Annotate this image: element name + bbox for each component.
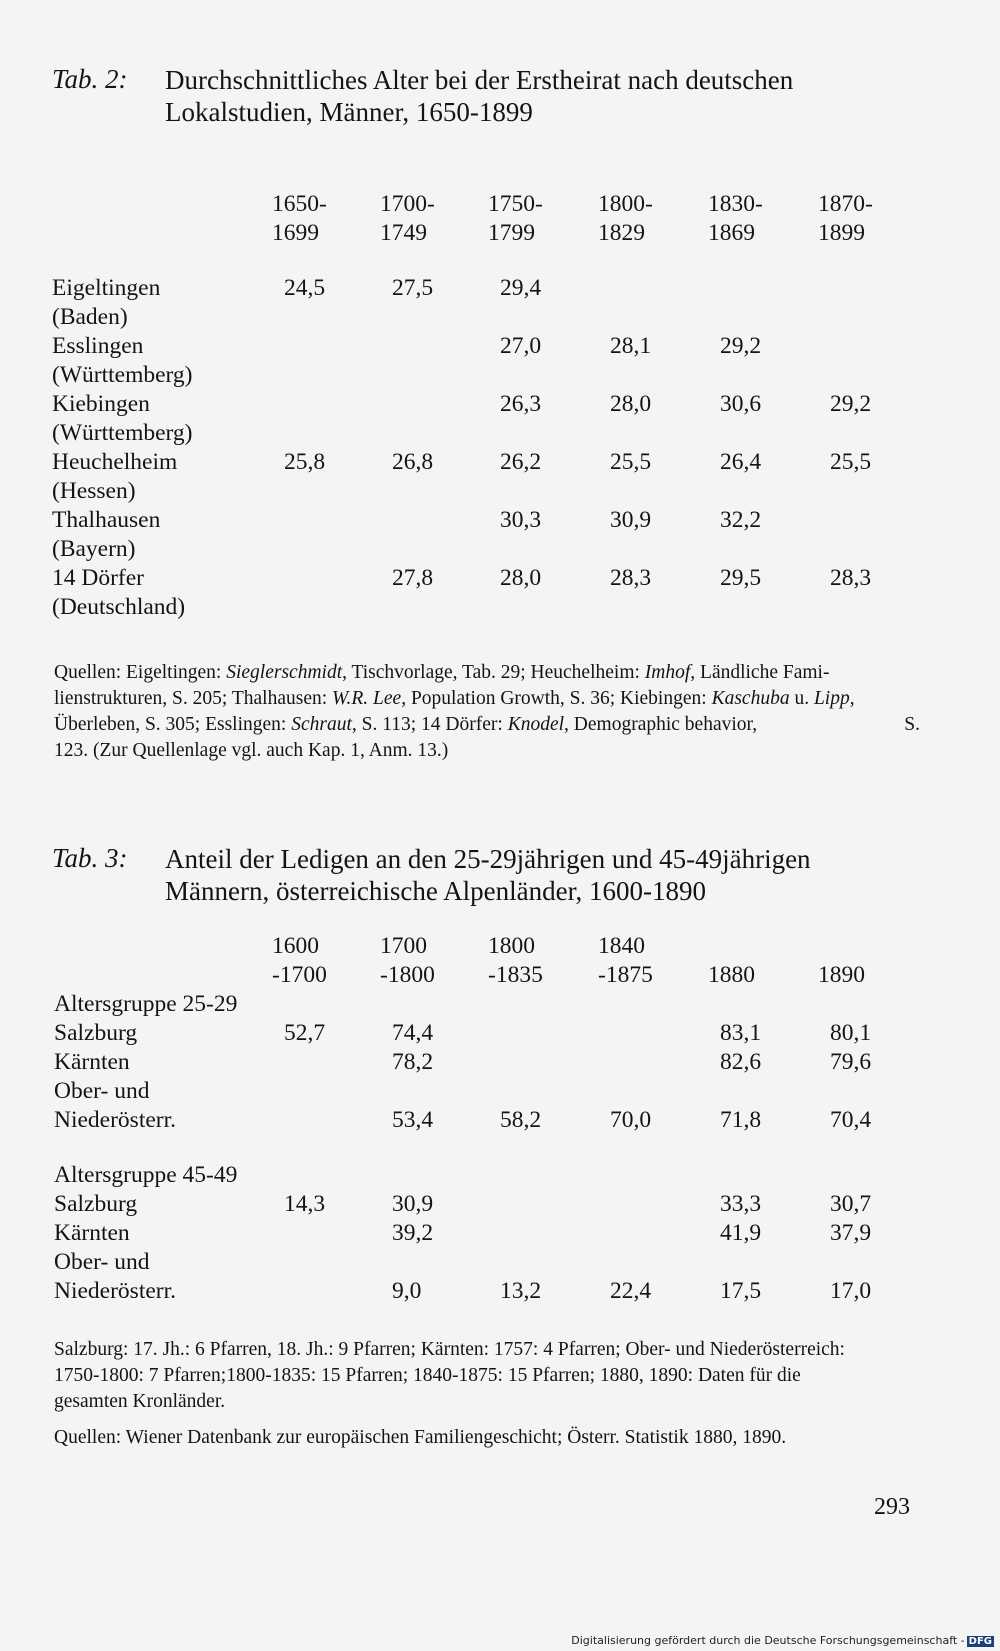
- table2-header-row: [52, 190, 928, 248]
- data-cell: [272, 332, 380, 390]
- group-title-row: [54, 990, 928, 1019]
- data-cell: 33,3: [720, 1191, 762, 1217]
- table3-sources: Quellen: Wiener Datenbank zur europäischen Familiengeschicht; Österr. Statistik 1880, 1890.: [54, 1427, 787, 1448]
- group-title-row: [54, 1161, 928, 1190]
- data-cell: 26,4: [720, 449, 762, 475]
- data-cell: 29,2: [720, 333, 762, 359]
- data-cell: 79,6: [830, 1049, 872, 1075]
- group-title: Altersgruppe 45-49: [54, 1162, 238, 1188]
- data-cell: [818, 274, 928, 332]
- table2-sources-line2: lienstrukturen, S. 205; Thalhausen: W.R. Lee, Population Growth, S. 36; Kiebingen: Kaschuba u. Lipp,: [54, 688, 855, 709]
- data-cell: 83,1: [720, 1020, 762, 1046]
- footer-text: Digitalisierung gefördert durch die Deutsche Forschungsgemeinschaft -: [571, 1634, 965, 1647]
- table2-sources-line3: Überleben, S. 305; Esslingen: Schraut, S. 113; 14 Dörfer: Knodel, Demographic behavior, S.: [54, 714, 920, 735]
- data-cell: 25,8: [284, 449, 326, 475]
- table2-title-line1: Durchschnittliches Alter bei der Erstheirat nach deutschen: [165, 65, 794, 95]
- data-cell: 29,5: [720, 565, 762, 591]
- data-cell: 37,9: [830, 1220, 872, 1246]
- data-cell: [598, 274, 708, 332]
- table-row: [52, 274, 928, 332]
- row-label: Ober- und Niederösterr.: [54, 1249, 177, 1304]
- table-row: [54, 1190, 928, 1219]
- data-cell: [598, 1048, 708, 1077]
- table2-title: [165, 64, 793, 128]
- data-cell: 26,8: [392, 449, 434, 475]
- row-label: Ober- und Niederösterr.: [54, 1078, 177, 1133]
- table3-note: [54, 1337, 920, 1415]
- data-cell: 71,8: [720, 1107, 762, 1133]
- data-cell: 14,3: [284, 1191, 326, 1217]
- row-label: 14 Dörfer (Deutschland): [52, 565, 186, 620]
- data-cell: 58,2: [500, 1107, 542, 1133]
- digitization-footer: [571, 1634, 994, 1647]
- table3-header-cell: 1700 -1800: [380, 933, 435, 988]
- table3-header-cell: 1890: [818, 962, 865, 988]
- data-cell: [598, 1190, 708, 1219]
- row-label: Heuchelheim (Hessen): [52, 449, 178, 504]
- table3-header-cell: 1800 -1835: [488, 933, 543, 988]
- data-cell: 30,9: [392, 1191, 434, 1217]
- data-cell: 70,0: [610, 1107, 652, 1133]
- data-cell: [488, 1048, 598, 1077]
- data-cell: [272, 1077, 380, 1135]
- data-cell: 41,9: [720, 1220, 762, 1246]
- table-row: [54, 1048, 928, 1077]
- table3-title-line1: Anteil der Ledigen an den 25-29jährigen und 45-49jährigen: [165, 844, 811, 874]
- data-cell: [818, 332, 928, 390]
- data-cell: [380, 332, 488, 390]
- row-label: Salzburg: [54, 1191, 138, 1217]
- table2-sources-line4: 123. (Zur Quellenlage vgl. auch Kap. 1, Anm. 13.): [54, 740, 449, 761]
- table2-header-cell: 1700- 1749: [380, 191, 435, 246]
- data-cell: [272, 564, 380, 622]
- data-cell: 17,5: [720, 1278, 762, 1304]
- row-label: Thalhausen (Bayern): [52, 507, 161, 562]
- data-cell: [272, 390, 380, 448]
- table2-header-cell: 1750- 1799: [488, 191, 543, 246]
- data-cell: 28,3: [830, 565, 872, 591]
- data-cell: [598, 1219, 708, 1248]
- data-cell: [380, 506, 488, 564]
- data-cell: 80,1: [830, 1020, 872, 1046]
- data-cell: 30,9: [610, 507, 652, 533]
- data-cell: [818, 506, 928, 564]
- data-cell: 29,2: [830, 391, 872, 417]
- table3-title: [165, 843, 811, 907]
- data-cell: [272, 1248, 380, 1306]
- data-cell: 25,5: [610, 449, 652, 475]
- data-cell: 30,7: [830, 1191, 872, 1217]
- row-label: Eigeltingen (Baden): [52, 275, 161, 330]
- data-cell: [488, 1190, 598, 1219]
- table3-header-cell: 1880: [708, 962, 755, 988]
- data-cell: 30,6: [720, 391, 762, 417]
- row-label: Kärnten: [54, 1049, 130, 1075]
- data-cell: 28,3: [610, 565, 652, 591]
- table-row: [52, 332, 928, 390]
- table3-header-blank: [54, 932, 272, 990]
- data-cell: 28,0: [500, 565, 542, 591]
- table2-header-blank: [52, 190, 272, 248]
- table2-title-line2: Lokalstudien, Männer, 1650-1899: [165, 97, 533, 127]
- data-cell: 25,5: [830, 449, 872, 475]
- dfg-logo: DFG: [968, 1636, 992, 1647]
- data-cell: 53,4: [392, 1107, 434, 1133]
- data-cell: 39,2: [392, 1220, 434, 1246]
- data-cell: 28,1: [610, 333, 652, 359]
- data-cell: [708, 274, 818, 332]
- data-cell: 30,3: [500, 507, 542, 533]
- data-cell: [488, 1219, 598, 1248]
- table-row: [52, 390, 928, 448]
- table-row: [52, 506, 928, 564]
- data-cell: 82,6: [720, 1049, 762, 1075]
- table-row: [52, 448, 928, 506]
- table-row: [54, 1219, 928, 1248]
- data-cell: 24,5: [284, 275, 326, 301]
- table3: [54, 932, 928, 1306]
- table3-note-line1: Salzburg: 17. Jh.: 6 Pfarren, 18. Jh.: 9 Pfarren; Kärnten: 1757: 4 Pfarren; Ober- und Niederösterreich:: [54, 1339, 845, 1360]
- table2-header-cell: 1830- 1869: [708, 191, 763, 246]
- table2-header-cell: 1800- 1829: [598, 191, 653, 246]
- data-cell: 17,0: [830, 1278, 872, 1304]
- data-cell: 26,2: [500, 449, 542, 475]
- row-label: Kärnten: [54, 1220, 130, 1246]
- data-cell: 28,0: [610, 391, 652, 417]
- data-cell: 27,8: [392, 565, 434, 591]
- data-cell: 9,0: [392, 1278, 422, 1304]
- data-cell: 78,2: [392, 1049, 434, 1075]
- data-cell: [272, 1219, 380, 1248]
- data-cell: 29,4: [500, 275, 542, 301]
- table-row: [54, 1077, 928, 1135]
- data-cell: [272, 506, 380, 564]
- table-row: [54, 1019, 928, 1048]
- data-cell: [272, 1048, 380, 1077]
- table3-note-line2: 1750-1800: 7 Pfarren;1800-1835: 15 Pfarren; 1840-1875: 15 Pfarren; 1880, 1890: Daten für die: [54, 1365, 801, 1386]
- data-cell: 22,4: [610, 1278, 652, 1304]
- data-cell: 13,2: [500, 1278, 542, 1304]
- table3-note-line3: gesamten Kronländer.: [54, 1391, 226, 1412]
- table3-title-line2: Männern, österreichische Alpenländer, 1600-1890: [165, 876, 707, 906]
- table3-label: Tab. 3:: [52, 843, 128, 873]
- table-row: [52, 564, 928, 622]
- table3-header-cell: 1600 -1700: [272, 933, 327, 988]
- data-cell: 74,4: [392, 1020, 434, 1046]
- table2-header-cell: 1650- 1699: [272, 191, 327, 246]
- table2: [52, 190, 928, 622]
- table3-header-row: [54, 932, 928, 990]
- table-row: [54, 1248, 928, 1306]
- table3-header-cell: 1840 -1875: [598, 933, 653, 988]
- data-cell: [598, 1019, 708, 1048]
- row-label: Salzburg: [54, 1020, 138, 1046]
- data-cell: 26,3: [500, 391, 542, 417]
- data-cell: [380, 390, 488, 448]
- data-cell: 27,0: [500, 333, 542, 359]
- table2-sources: [54, 660, 920, 764]
- data-cell: 52,7: [284, 1020, 326, 1046]
- data-cell: 32,2: [720, 507, 762, 533]
- row-label: Esslingen (Württemberg): [52, 333, 193, 388]
- group-title: Altersgruppe 25-29: [54, 991, 238, 1017]
- page-number: 293: [874, 1494, 910, 1520]
- row-label: Kiebingen (Württemberg): [52, 391, 193, 446]
- data-cell: 27,5: [392, 275, 434, 301]
- table2-header-cell: 1870- 1899: [818, 191, 873, 246]
- table2-label: Tab. 2:: [52, 64, 128, 94]
- data-cell: [488, 1019, 598, 1048]
- data-cell: 70,4: [830, 1107, 872, 1133]
- table2-sources-line1: Quellen: Eigeltingen: Sieglerschmidt, Tischvorlage, Tab. 29; Heuchelheim: Imhof, Ländliche Fami-: [54, 662, 830, 683]
